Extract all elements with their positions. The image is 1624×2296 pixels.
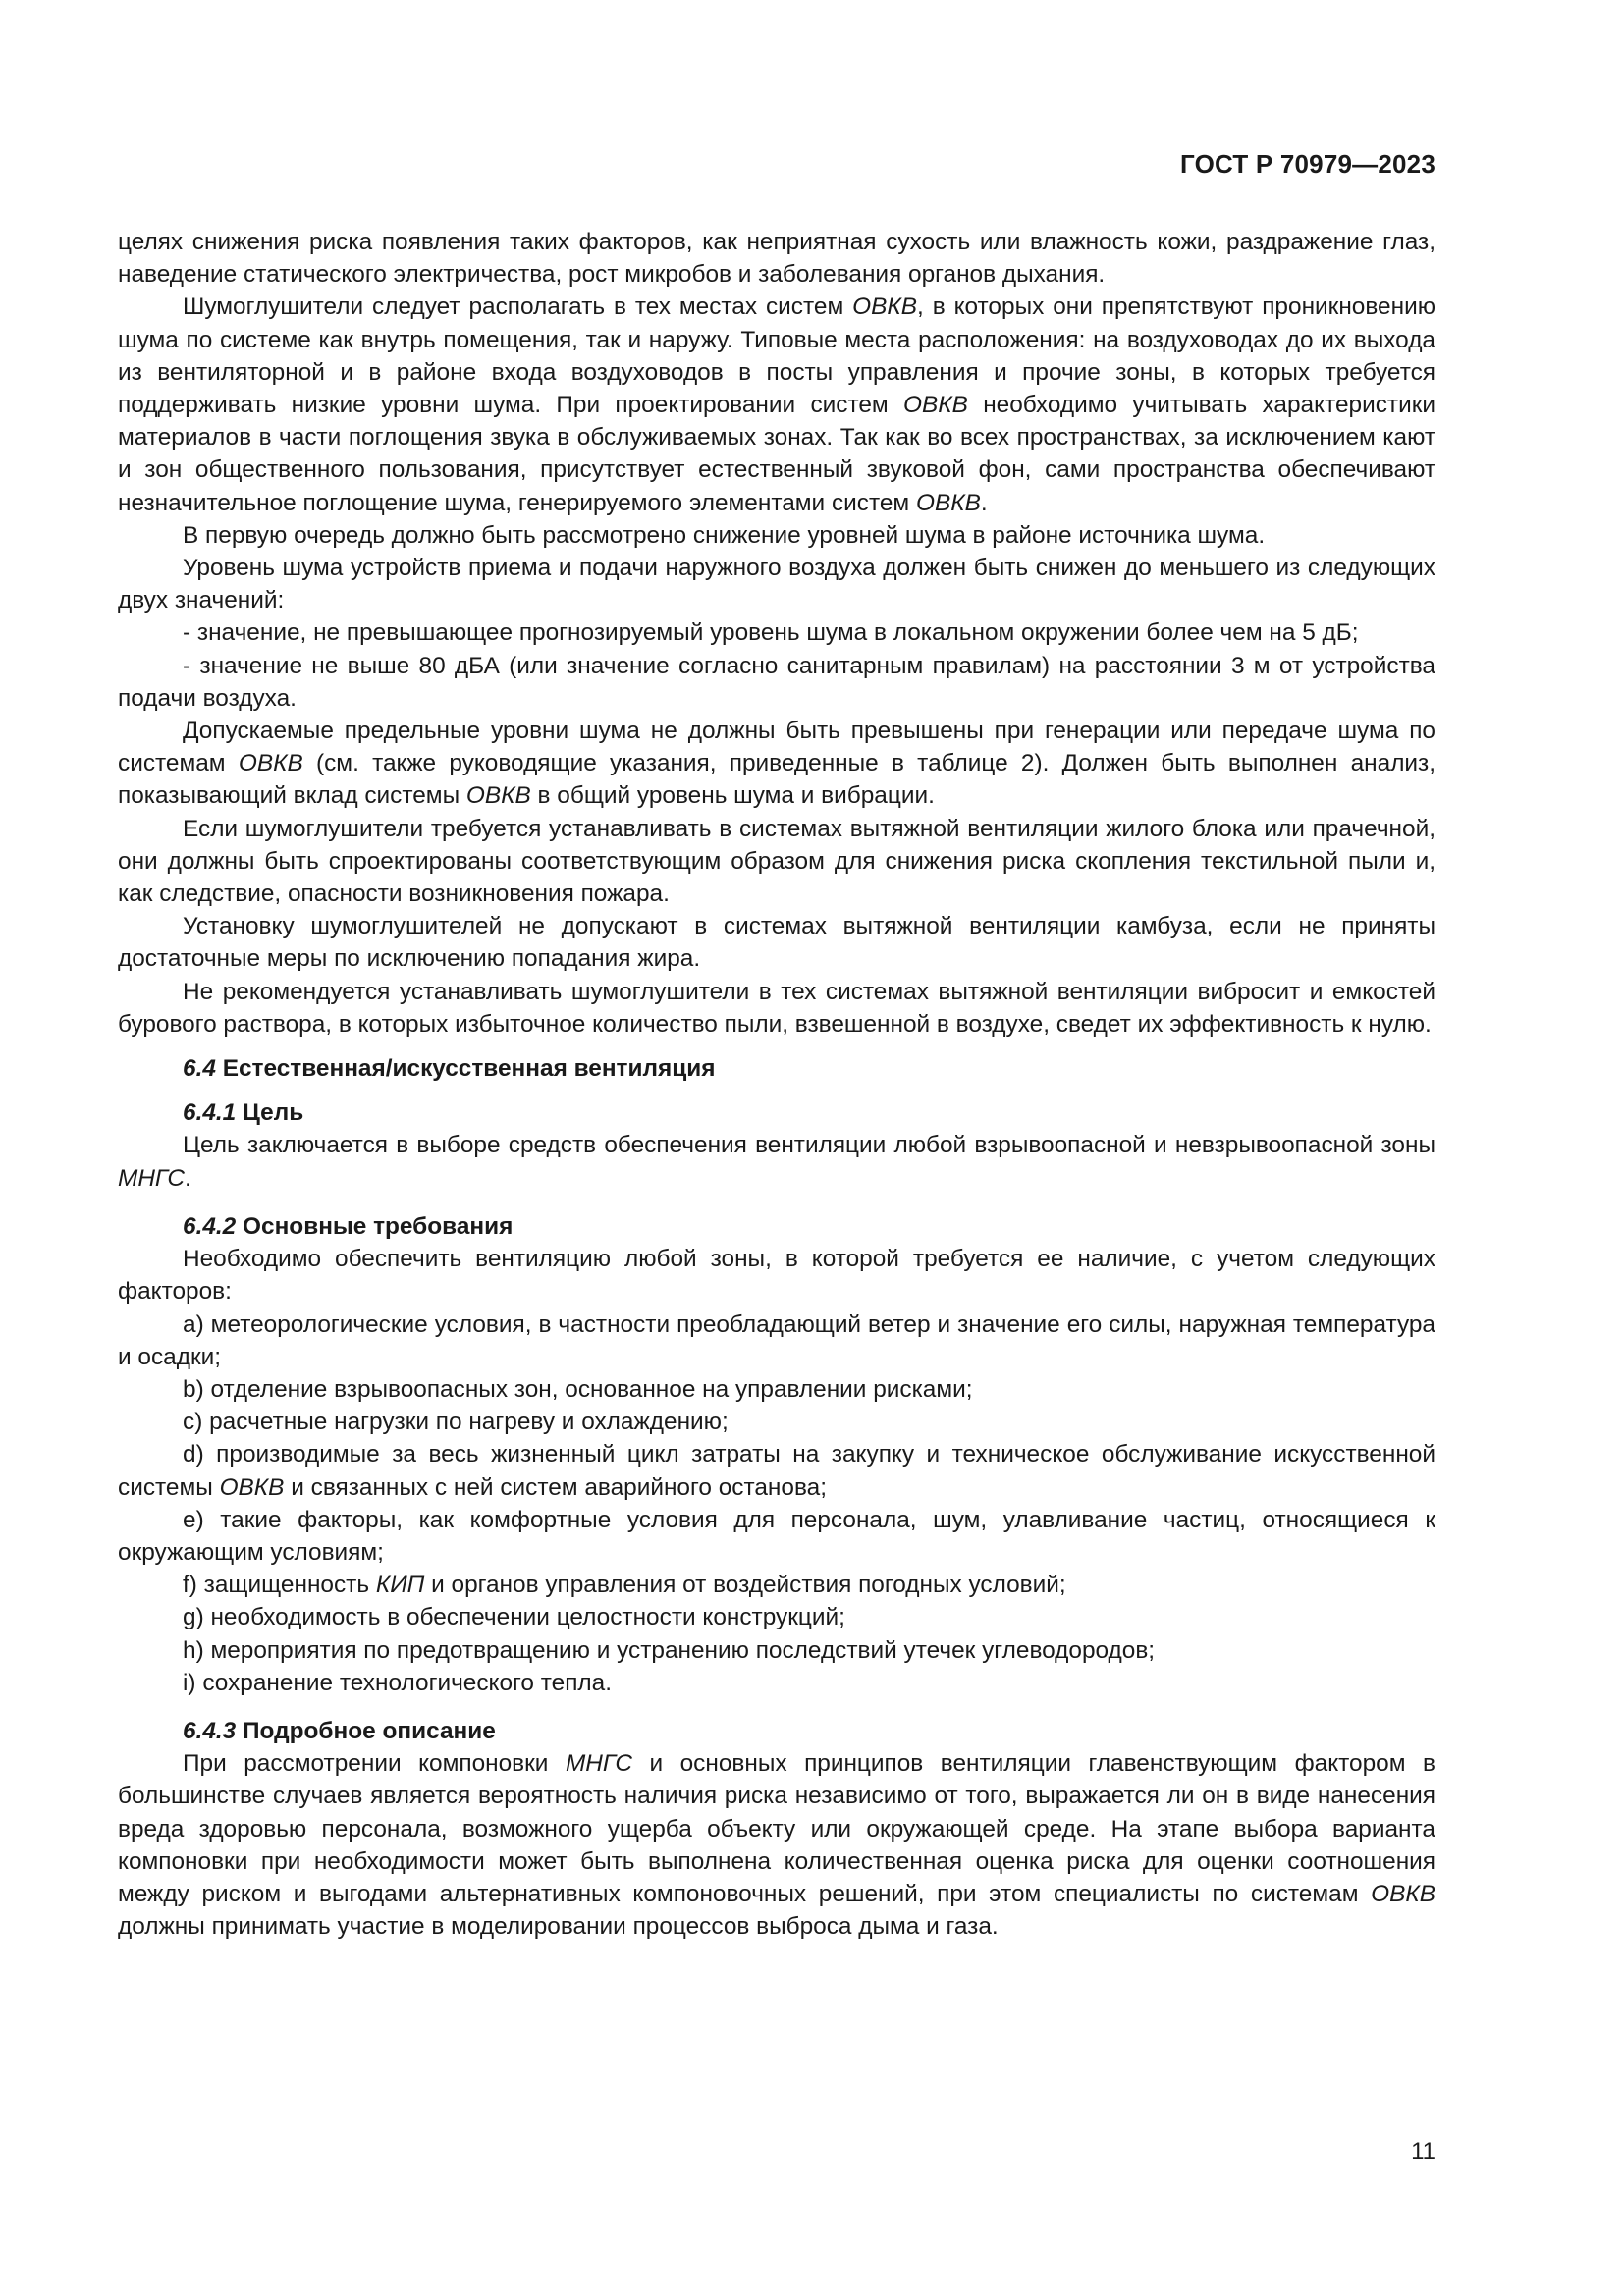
abbr-ovkv: ОВКВ <box>238 750 303 777</box>
section-heading-6-4: 6.4 Естественная/искусственная вентиляция <box>183 1055 716 1083</box>
list-item-g: g) необходимость в обеспечении целостности конструкций; <box>183 1604 845 1631</box>
list-item-a: а) метеорологические условия, в частности преобладающий ветер и значение его силы, наружная температура и осадки; <box>118 1310 1435 1370</box>
paragraph-noise-level: Уровень шума устройств приема и подачи наружного воздуха должен быть снижен до меньшего из следующих двух значений: <box>118 555 1435 614</box>
paragraph-silencers-placement: Шумоглушители следует располагать в тех местах систем ОВКВ, в которых они препятствуют проникновению шума по системе как внутрь помещения, так и наружу. Типовые места расположения: на воздуховодах до их выхода из вентиляторной и в районе входа воздуховодов в посты управления и прочие зоны, в которых требуется поддерживать низкие уровни шума. При проектировании систем ОВКВ необходимо учитывать характеристики материалов в части поглощения звука в обслуживаемых зонах. Так как во всех пространствах, за исключением кают и зон общественного пользования, присутствует естественный звуковой фон, сами пространства обеспечивают незначительное поглощение шума, генерируемого элементами систем ОВКВ. <box>118 294 1436 516</box>
list-item-b: b) отделение взрывоопасных зон, основанное на управлении рисками; <box>183 1375 973 1403</box>
abbr-ovkv: ОВКВ <box>852 294 918 321</box>
abbr-ovkv: ОВКВ <box>903 392 968 419</box>
abbr-mngs: МНГС <box>565 1750 632 1778</box>
list-item-d: d) производимые за весь жизненный цикл затраты на закупку и техническое обслуживание искусственной системы ОВКВ и связанных с ней систем аварийного останова; <box>118 1441 1435 1501</box>
abbr-ovkv: ОВКВ <box>1371 1880 1435 1907</box>
list-item-i: i) сохранение технологического тепла. <box>183 1669 613 1696</box>
paragraph-galley-silencers: Установку шумоглушителей не допускают в системах вытяжной вентиляции камбуза, если не приняты достаточные меры по исключению попадания жира. <box>118 913 1435 973</box>
paragraph-requirements-intro: Необходимо обеспечить вентиляцию любой зоны, в которой требуется ее наличие, с учетом следующих факторов: <box>118 1246 1435 1306</box>
list-item-c: c) расчетные нагрузки по нагреву и охлаждению; <box>183 1409 729 1436</box>
abbr-ovkv: ОВКВ <box>915 489 981 516</box>
list-item-e: е) такие факторы, как комфортные условия для персонала, шум, улавливание частиц, относящиеся к окружающим условиям; <box>118 1506 1435 1566</box>
list-item-dash-2: - значение не выше 80 дБА (или значение согласно санитарным правилам) на расстоянии 3 м от устройства подачи воздуха. <box>118 652 1435 712</box>
section-heading-6-4-3: 6.4.3 Подробное описание <box>183 1717 496 1744</box>
paragraph-noise-limits: Допускаемые предельные уровни шума не должны быть превышены при генерации или передаче шума по системам ОВКВ (см. также руководящие указания, приведенные в таблице 2). Должен быть выполнен анализ, показывающий вклад системы ОВКВ в общий уровень шума и вибрации. <box>118 718 1436 810</box>
abbr-mngs: МНГС <box>118 1164 186 1192</box>
paragraph-shale-shaker-silencers: Не рекомендуется устанавливать шумоглушители в тех системах вытяжной вентиляции вибросит и емкостей бурового раствора, в которых избыточное количество пыли, взвешенной в воздухе, сведет их эффективность к нулю. <box>118 978 1435 1038</box>
list-item-h: h) мероприятия по предотвращению и устранению последствий утечек углеводородов; <box>183 1636 1156 1664</box>
list-item-dash-1: - значение, не превышающее прогнозируемый уровень шума в локальном окружении более чем на 5 дБ; <box>183 619 1359 647</box>
paragraph-laundry-silencers: Если шумоглушители требуется устанавливать в системах вытяжной вентиляции жилого блока или прачечной, они должны быть спроектированы соответствующим образом для снижения риска скопления текстильной пыли и, как следствие, опасности возникновения пожара. <box>118 815 1435 908</box>
abbr-kip: КИП <box>375 1572 425 1599</box>
document-code-header: ГОСТ Р 70979—2023 <box>1180 149 1435 179</box>
abbr-ovkv: ОВКВ <box>465 782 531 810</box>
paragraph-goal: Цель заключается в выборе средств обеспечения вентиляции любой взрывоопасной и невзрывоопасной зоны МНГС. <box>118 1132 1435 1192</box>
paragraph-source-reduction: В первую очередь должно быть рассмотрено снижение уровней шума в районе источника шума. <box>183 521 1266 549</box>
paragraph-detailed-description: При рассмотрении компоновки МНГС и основных принципов вентиляции главенствующим фактором в большинстве случаев является вероятность наличия риска независимо от того, выражается ли он в виде нанесения вреда здоровью персонала, возможного ущерба объекту или окружающей среде. На этапе выбора варианта компоновки при необходимости может быть выполнена количественная оценка риска для оценки соотношения между риском и выгодами альтернативных компоновочных решений, при этом специалисты по системам ОВКВ должны принимать участие в моделировании процессов выброса дыма и газа. <box>118 1750 1435 1941</box>
abbr-ovkv: ОВКВ <box>219 1473 285 1501</box>
section-heading-6-4-2: 6.4.2 Основные требования <box>183 1212 514 1240</box>
paragraph-continuation: целях снижения риска появления таких факторов, как неприятная сухость или влажность кожи, раздражение глаз, наведение статического электричества, рост микробов и заболевания органов дыхания. <box>118 229 1435 289</box>
document-body <box>118 226 1435 1943</box>
list-item-f: f) защищенность КИП и органов управления от воздействия погодных условий; <box>183 1572 1066 1599</box>
page-number: 11 <box>1411 2138 1435 2164</box>
section-heading-6-4-1: 6.4.1 Цель <box>183 1099 304 1127</box>
